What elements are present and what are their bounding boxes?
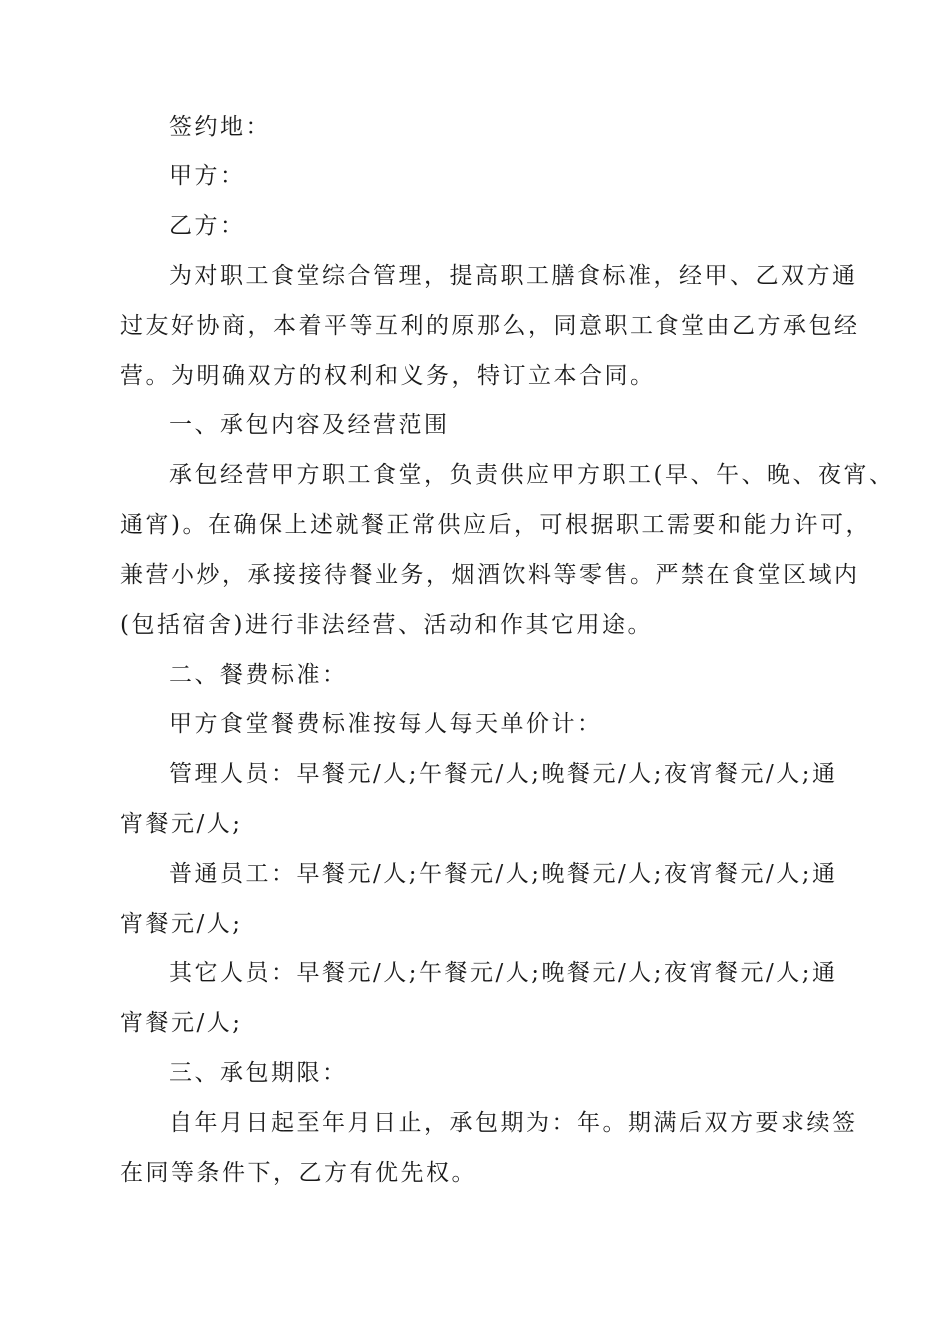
management-fee-line: 宵餐元/人; — [120, 811, 243, 837]
others-fee-line: 宵餐元/人; — [120, 1010, 243, 1036]
section-1-heading: 一、承包内容及经营范围 — [169, 412, 450, 438]
management-fee-line: 管理人员：早餐元/人;午餐元/人;晚餐元/人;夜宵餐元/人;通 — [169, 761, 838, 787]
party-b-label: 乙方： — [169, 213, 246, 239]
meal-fee-intro: 甲方食堂餐费标准按每人每天单价计： — [169, 711, 603, 737]
preamble-line: 为对职工食堂综合管理，提高职工膳食标准，经甲、乙双方通 — [169, 263, 858, 289]
others-fee-line: 其它人员：早餐元/人;午餐元/人;晚餐元/人;夜宵餐元/人;通 — [169, 960, 838, 986]
staff-fee-line: 普通员工：早餐元/人;午餐元/人;晚餐元/人;夜宵餐元/人;通 — [169, 861, 838, 887]
preamble-line: 营。为明确双方的权利和义务，特订立本合同。 — [120, 363, 656, 389]
staff-fee-line: 宵餐元/人; — [120, 911, 243, 937]
section-1-line: (包括宿舍)进行非法经营、活动和作其它用途。 — [120, 612, 653, 638]
signing-place-label: 签约地： — [169, 114, 271, 140]
party-a-label: 甲方： — [169, 163, 246, 189]
section-3-heading: 三、承包期限： — [169, 1060, 348, 1086]
section-3-line: 自年月日起至年月日止，承包期为：年。期满后双方要求续签 — [169, 1110, 858, 1136]
section-3-line: 在同等条件下，乙方有优先权。 — [120, 1160, 477, 1186]
preamble-line: 过友好协商，本着平等互利的原那么，同意职工食堂由乙方承包经 — [120, 313, 860, 339]
section-1-line: 通宵)。在确保上述就餐正常供应后，可根据职工需要和能力许可， — [120, 512, 871, 538]
section-2-heading: 二、餐费标准： — [169, 662, 348, 688]
section-1-line: 兼营小炒，承接接待餐业务，烟酒饮料等零售。严禁在食堂区域内 — [120, 562, 860, 588]
section-1-line: 承包经营甲方职工食堂，负责供应甲方职工(早、午、晚、夜宵、 — [169, 462, 895, 488]
